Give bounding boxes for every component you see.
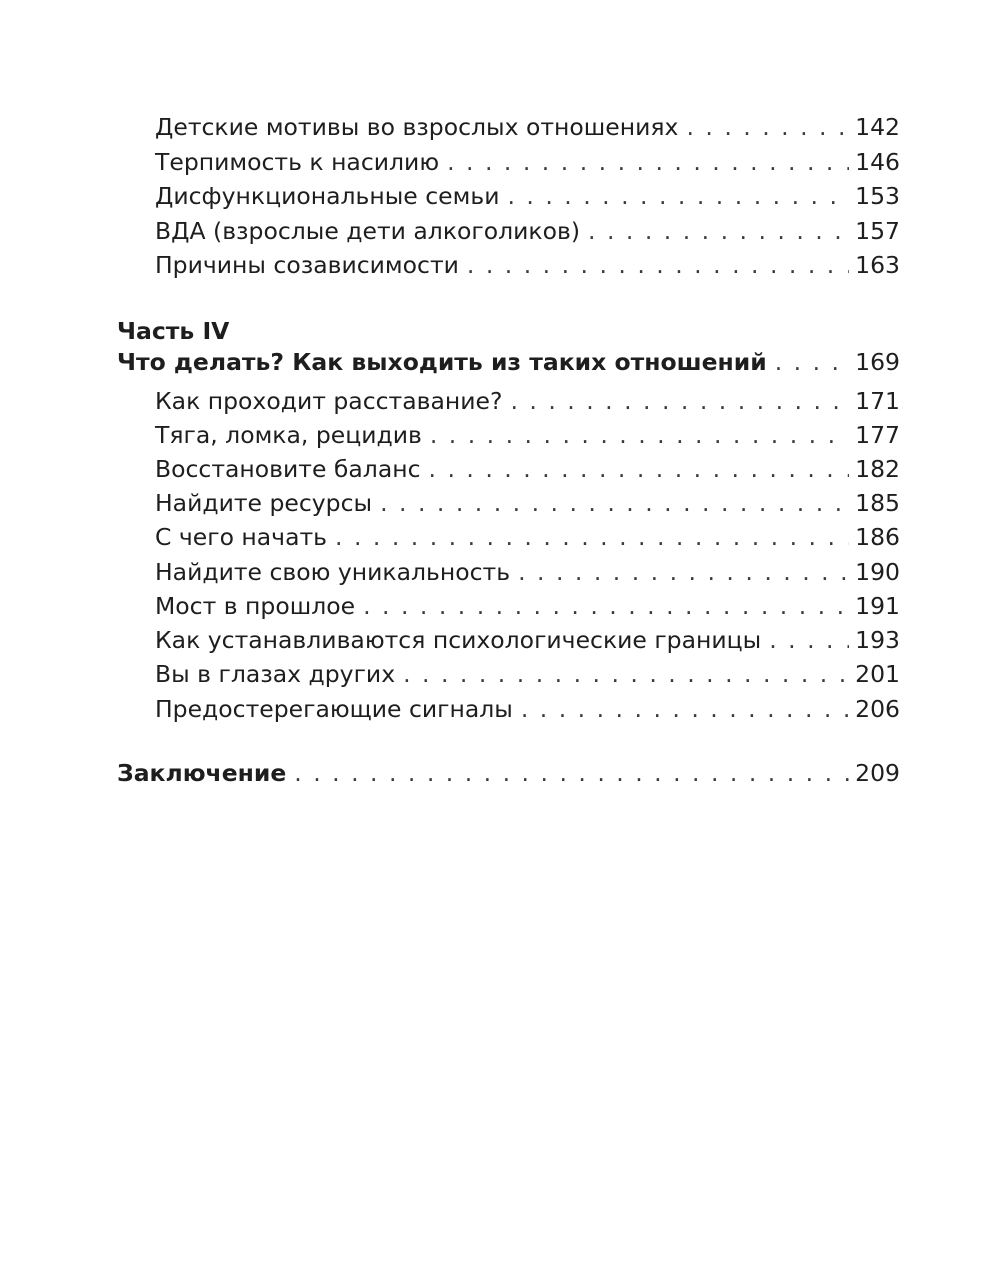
toc-entry-title: Дисфункциональные семьи xyxy=(155,182,500,210)
dot-leader xyxy=(521,692,849,726)
toc-entry xyxy=(155,589,900,623)
toc-entry-title: Восстановите баланс xyxy=(155,455,421,483)
toc-entry xyxy=(155,384,900,418)
toc-entry xyxy=(155,623,900,657)
toc-entry-title: Тяга, ломка, рецидив xyxy=(155,421,422,449)
part-title-entry xyxy=(117,345,900,379)
toc-entry xyxy=(155,179,900,213)
toc-entry xyxy=(155,418,900,452)
toc-entry xyxy=(155,657,900,691)
toc-entry xyxy=(155,486,900,520)
toc-entry-title: С чего начать xyxy=(155,523,328,551)
dot-leader xyxy=(363,589,849,623)
toc-entry-page: 186 xyxy=(855,523,900,551)
dot-leader xyxy=(430,418,849,452)
dot-leader xyxy=(686,110,849,144)
dot-leader xyxy=(507,179,849,213)
toc-entry-title: Найдите ресурсы xyxy=(155,489,373,517)
toc-entry xyxy=(155,248,900,282)
toc-entry-page: 190 xyxy=(855,558,900,586)
toc-entry-title: Терпимость к насилию xyxy=(155,148,440,176)
toc-entry xyxy=(155,110,900,144)
dot-leader xyxy=(588,214,849,248)
toc-entry-page: 182 xyxy=(855,455,900,483)
toc-entry-page: 206 xyxy=(855,695,900,723)
toc-entry-title: Предостерегающие сигналы xyxy=(155,695,513,723)
toc-entry xyxy=(155,692,900,726)
dot-leader xyxy=(447,145,849,179)
toc-entry-page: 177 xyxy=(855,421,900,449)
toc-entry xyxy=(155,555,900,589)
toc-entry xyxy=(155,214,900,248)
dot-leader xyxy=(429,452,850,486)
dot-leader xyxy=(380,486,849,520)
dot-leader xyxy=(403,657,849,691)
part-label: Часть IV xyxy=(117,317,230,345)
toc-entry-page: 191 xyxy=(855,592,900,620)
toc-entry-page: 142 xyxy=(855,113,900,141)
dot-leader xyxy=(294,756,849,790)
toc-entry-title: Мост в прошлое xyxy=(155,592,356,620)
dot-leader xyxy=(518,555,849,589)
toc-entry-title: Детские мотивы во взрослых отношениях xyxy=(155,113,679,141)
conclusion-entry xyxy=(117,756,900,790)
toc-entry-page: 146 xyxy=(855,148,900,176)
dot-leader xyxy=(467,248,849,282)
toc-entry-title: Как проходит расставание? xyxy=(155,387,503,415)
toc-entry-page: 153 xyxy=(855,182,900,210)
toc-entry xyxy=(155,145,900,179)
toc-entry xyxy=(155,452,900,486)
toc-entry-title: Вы в глазах других xyxy=(155,660,396,688)
dot-leader xyxy=(769,623,849,657)
conclusion-page: 209 xyxy=(855,759,900,787)
toc-entry-page: 185 xyxy=(855,489,900,517)
toc-entry-page: 163 xyxy=(855,251,900,279)
dot-leader xyxy=(775,345,849,379)
part-title: Что делать? Как выходить из таких отношений xyxy=(117,348,767,376)
part-page: 169 xyxy=(855,348,900,376)
toc-entry xyxy=(155,520,900,554)
toc-entry-title: Причины созависимости xyxy=(155,251,459,279)
dot-leader xyxy=(510,384,849,418)
toc-entry-page: 157 xyxy=(855,217,900,245)
toc-entry-title: Как устанавливаются психологические границы xyxy=(155,626,762,654)
toc-entry-page: 201 xyxy=(855,660,900,688)
toc-entry-title: Найдите свою уникальность xyxy=(155,558,511,586)
toc-entry-title: ВДА (взрослые дети алкоголиков) xyxy=(155,217,580,245)
toc-entry-page: 193 xyxy=(855,626,900,654)
conclusion-title: Заключение xyxy=(117,759,287,787)
toc-entry-page: 171 xyxy=(855,387,900,415)
dot-leader xyxy=(335,520,849,554)
